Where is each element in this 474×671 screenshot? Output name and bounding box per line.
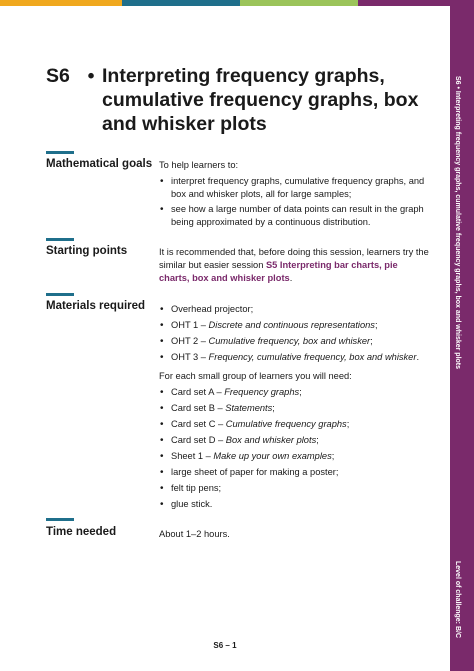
list-item	[159, 482, 429, 495]
item-title: Discrete and continuous representations	[208, 320, 375, 330]
section-rule	[46, 238, 74, 241]
section-mathematical-goals	[46, 151, 426, 227]
item-tail: ;	[299, 387, 302, 397]
list-item	[159, 450, 429, 463]
title-text-1: Interpreting frequency graphs,	[102, 65, 385, 87]
item-title: Cumulative frequency, box and whisker	[208, 336, 371, 346]
title-line-2: cumulative frequency graphs, box	[102, 89, 419, 111]
side-tab-title: S6 • Interpreting frequency graphs, cumulative frequency graphs, box and whisker plots	[454, 76, 461, 370]
side-tab-challenge-level: Level of challenge: B/C	[454, 561, 461, 639]
starting-text	[159, 246, 429, 285]
item-text: OHT 2 –	[171, 336, 209, 346]
list-item	[159, 434, 429, 447]
item-text: large sheet of paper for making a poster;	[171, 467, 339, 477]
side-tab	[450, 6, 474, 671]
item-tail: ;	[374, 320, 378, 330]
title-line-1	[46, 64, 426, 88]
section-label: Time needed	[46, 526, 117, 538]
list-item	[159, 335, 429, 348]
list-item	[159, 303, 429, 316]
section-label: Mathematical goals	[46, 158, 153, 170]
section-materials-required	[46, 293, 426, 509]
item-tail: ;	[346, 419, 350, 429]
item-tail: ;	[272, 403, 275, 413]
group-materials-list	[159, 386, 429, 511]
section-content	[159, 303, 429, 511]
list-item	[159, 418, 429, 431]
list-item: • see how a large number of data points can result in the graph being approximated by a continuous distribution.	[159, 203, 429, 229]
item-title: Frequency, cumulative frequency, box and whisker	[208, 352, 417, 362]
title-line-3: and whisker plots	[102, 113, 267, 135]
item-title: Make up your own examples	[213, 451, 332, 461]
session-reference-link: S5 Interpreting bar charts, pie charts, box and whisker plots	[159, 260, 398, 283]
section-label: Materials required	[46, 300, 146, 312]
section-time-needed	[46, 518, 426, 539]
goals-intro: To help learners to:	[159, 160, 239, 170]
starting-text-after: .	[289, 273, 293, 283]
section-label: Starting points	[46, 245, 128, 257]
item-text: glue stick.	[171, 499, 213, 509]
item-text: Overhead projector;	[171, 304, 254, 314]
item-text: felt tip pens;	[171, 483, 222, 493]
top-bar-segment-teal	[122, 0, 240, 6]
list-item	[159, 498, 429, 511]
top-color-bar	[0, 0, 474, 6]
item-title: Statements	[225, 403, 273, 413]
list-item	[159, 402, 429, 415]
item-text: Card set B –	[171, 403, 226, 413]
item-tail: ;	[316, 435, 319, 445]
section-content	[159, 528, 429, 541]
item-text: Sheet 1 –	[171, 451, 214, 461]
time-text: About 1–2 hours.	[159, 529, 230, 539]
item-text: Card set D –	[171, 435, 226, 445]
section-starting-points	[46, 238, 429, 283]
item-title: Frequency graphs	[224, 387, 300, 397]
list-item	[159, 466, 429, 479]
page-title	[46, 64, 426, 136]
goals-list	[159, 175, 429, 229]
starting-text-before: It is recommended that, before doing this session, learners try the similar but easier session	[159, 247, 429, 270]
title-bullet: •	[87, 65, 95, 87]
list-item	[159, 319, 429, 332]
item-tail: ;	[331, 451, 335, 461]
item-tail: .	[416, 352, 420, 362]
top-bar-segment-orange	[0, 0, 122, 6]
top-bar-segment-green	[240, 0, 358, 6]
item-text: OHT 3 –	[171, 352, 209, 362]
section-content	[159, 159, 429, 229]
item-text: Card set A –	[171, 387, 225, 397]
list-item	[159, 386, 429, 399]
section-rule	[46, 293, 74, 296]
materials-list	[159, 303, 429, 364]
page-number: S6 – 1	[213, 641, 237, 650]
section-rule	[46, 518, 74, 521]
group-intro: For each small group of learners you will need:	[159, 371, 352, 381]
item-tail: ;	[370, 336, 373, 346]
session-code: S6	[46, 65, 70, 87]
item-text: OHT 1 –	[171, 320, 209, 330]
section-rule	[46, 151, 74, 154]
list-item: • interpret frequency graphs, cumulative frequency graphs, and box and whisker plots, all for large samples;	[159, 175, 429, 201]
item-title: Box and whisker plots	[225, 435, 317, 445]
section-content	[159, 246, 429, 285]
item-text: Card set C –	[171, 419, 226, 429]
list-item	[159, 351, 429, 364]
item-title: Cumulative frequency graphs	[225, 419, 347, 429]
